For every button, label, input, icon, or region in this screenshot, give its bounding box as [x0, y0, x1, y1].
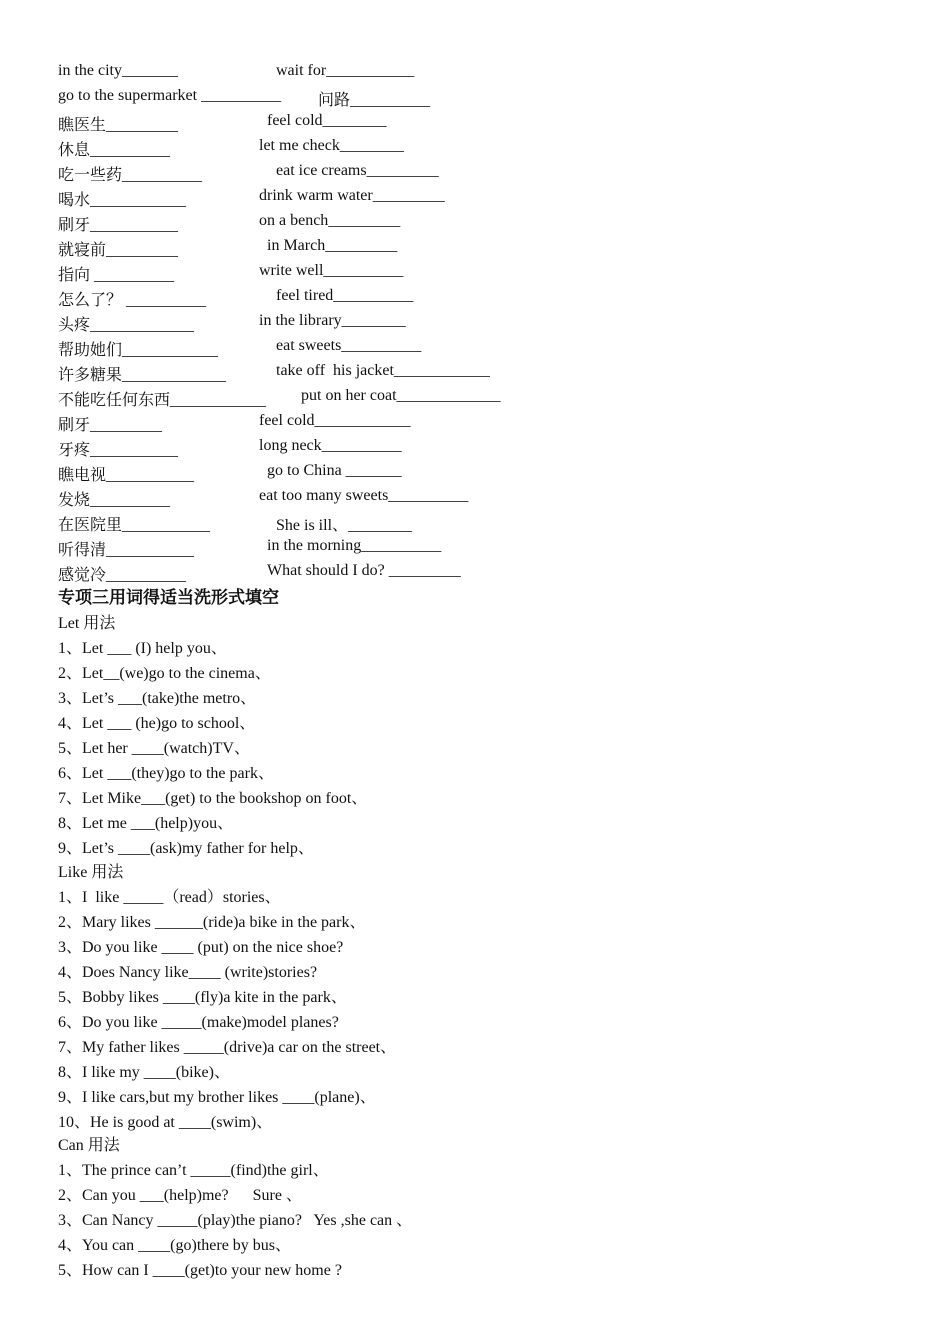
vocab-right: feel cold________: [267, 112, 387, 129]
exercise-item: 5、Let her ____(watch)TV、: [58, 740, 250, 757]
vocab-right: in March_________: [267, 237, 398, 254]
exercise-item: 5、Bobby likes ____(fly)a kite in the park、: [58, 989, 347, 1006]
exercise-item: 9、Let’s ____(ask)my father for help、: [58, 840, 314, 857]
vocab-left: 瞧医生_________: [58, 117, 179, 134]
vocab-left: 怎么了？ __________: [58, 292, 207, 309]
vocab-right: wait for___________: [276, 62, 415, 79]
vocab-right: feel tired__________: [276, 287, 414, 304]
can-section-title: Can 用法: [58, 1137, 120, 1154]
exercise-item: 1、I like _____（read）stories、: [58, 889, 281, 906]
vocab-left: 就寝前_________: [58, 242, 179, 259]
exercise-item: 6、Do you like _____(make)model planes?: [58, 1014, 339, 1031]
vocab-left: 感觉冷__________: [58, 567, 187, 584]
exercise-item: 3、Let’s ___(take)the metro、: [58, 690, 257, 707]
vocab-left: 发烧__________: [58, 492, 171, 509]
exercise-item: 5、How can I ____(get)to your new home ?: [58, 1262, 342, 1279]
vocab-right: eat ice creams_________: [276, 162, 439, 179]
exercise-item: 8、Let me ___(help)you、: [58, 815, 234, 832]
vocab-left: 喝水____________: [58, 192, 187, 209]
exercise-item: 6、Let ___(they)go to the park、: [58, 765, 274, 782]
vocab-left: in the city_______: [58, 62, 178, 79]
vocab-right: What should I do? _________: [267, 562, 461, 579]
exercise-item: 4、You can ____(go)there by bus、: [58, 1237, 292, 1254]
exercise-item: 10、He is good at ____(swim)、: [58, 1114, 273, 1131]
exercise-item: 3、Can Nancy _____(play)the piano? Yes ,she can 、: [58, 1212, 413, 1229]
exercise-item: 7、Let Mike___(get) to the bookshop on foot、: [58, 790, 368, 807]
exercise-item: 1、Let ___ (I) help you、: [58, 640, 227, 657]
vocab-left: 牙疼___________: [58, 442, 179, 459]
vocab-right: let me check________: [259, 137, 404, 154]
vocab-right: 问路__________: [318, 92, 431, 109]
exercise-item: 7、My father likes _____(drive)a car on the street、: [58, 1039, 397, 1056]
exercise-item: 8、I like my ____(bike)、: [58, 1064, 230, 1081]
exercise-item: 4、Does Nancy like____ (write)stories?: [58, 964, 318, 981]
vocab-right: feel cold____________: [259, 412, 411, 429]
vocab-right: put on her coat_____________: [301, 387, 501, 404]
vocab-right: go to China _______: [267, 462, 402, 479]
vocab-left: 刷牙___________: [58, 217, 179, 234]
exercise-item: 9、I like cars,but my brother likes ____(plane)、: [58, 1089, 376, 1106]
vocab-left: 休息__________: [58, 142, 171, 159]
vocab-right: take off his jacket____________: [276, 362, 490, 379]
vocab-left: go to the supermarket __________: [58, 87, 282, 104]
vocab-right: write well__________: [259, 262, 404, 279]
vocab-right: She is ill、________: [276, 517, 413, 534]
vocab-right: drink warm water_________: [259, 187, 445, 204]
exercise-item: 4、Let ___ (he)go to school、: [58, 715, 256, 732]
let-section-title: Let 用法: [58, 615, 116, 632]
section-title: 专项三用词得适当洗形式填空: [58, 588, 279, 608]
vocab-left: 帮助她们____________: [58, 342, 219, 359]
vocab-left: 在医院里___________: [58, 517, 211, 534]
exercise-item: 2、Let__(we)go to the cinema、: [58, 665, 271, 682]
vocab-left: 指向 __________: [58, 267, 175, 284]
vocab-right: eat too many sweets__________: [259, 487, 469, 504]
vocab-left: 瞧电视___________: [58, 467, 195, 484]
vocab-left: 许多糖果_____________: [58, 367, 227, 384]
exercise-item: 3、Do you like ____ (put) on the nice shoe?: [58, 939, 344, 956]
vocab-right: on a bench_________: [259, 212, 401, 229]
vocab-left: 刷牙_________: [58, 417, 163, 434]
vocab-right: eat sweets__________: [276, 337, 422, 354]
vocab-right: long neck__________: [259, 437, 402, 454]
vocab-left: 吃一些药__________: [58, 167, 203, 184]
vocab-left: 听得清___________: [58, 542, 195, 559]
vocab-right: in the library________: [259, 312, 406, 329]
vocab-left: 不能吃任何东西____________: [58, 392, 267, 409]
vocab-right: in the morning__________: [267, 537, 442, 554]
exercise-item: 1、The prince can’t _____(find)the girl、: [58, 1162, 329, 1179]
vocab-left: 头疼_____________: [58, 317, 195, 334]
like-section-title: Like 用法: [58, 864, 124, 881]
exercise-item: 2、Can you ___(help)me? Sure 、: [58, 1187, 302, 1204]
exercise-item: 2、Mary likes ______(ride)a bike in the park、: [58, 914, 366, 931]
